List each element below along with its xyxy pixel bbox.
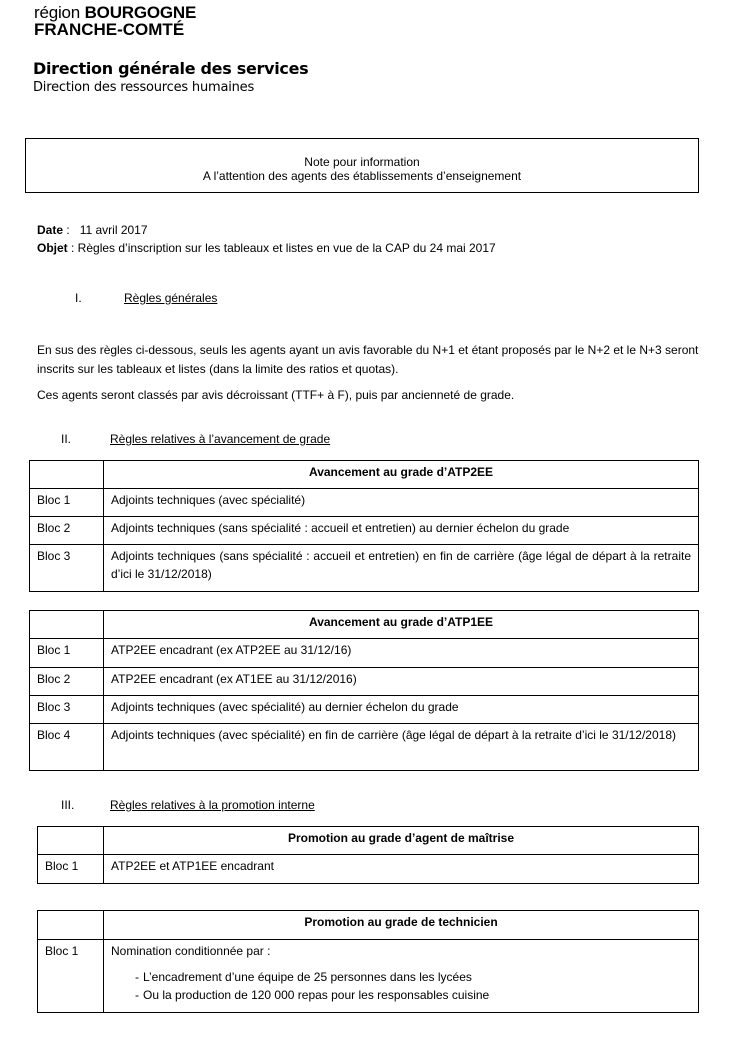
note-audience: A l’attention des agents des établissements d’enseignement	[202, 169, 522, 183]
direction-generale-title: Direction générale des services	[33, 59, 309, 78]
bloc-text: ATP2EE et ATP1EE encadrant	[104, 855, 699, 884]
table-row	[30, 724, 699, 771]
logo-prefix: région	[34, 3, 81, 22]
section-3-heading	[0, 798, 737, 814]
table-row	[30, 639, 699, 668]
bloc-label: Bloc 1	[38, 940, 104, 1013]
bloc-label: Bloc 3	[30, 545, 104, 592]
condition-list	[111, 968, 691, 1004]
bloc-text: Nomination conditionnée par :	[111, 944, 271, 958]
logo-bourgogne: BOURGOGNE	[84, 3, 197, 22]
bloc-label: Bloc 4	[30, 724, 104, 771]
table-row	[30, 696, 699, 724]
table-row	[30, 489, 699, 517]
bloc-label: Bloc 2	[30, 517, 104, 545]
section-1-paragraph-2: Ces agents seront classés par avis décroissant (TTF+ à F), puis par ancienneté de grade.	[37, 388, 515, 402]
table-header-row	[30, 461, 699, 489]
table-row	[38, 940, 699, 1013]
bloc-text: ATP2EE encadrant (ex AT1EE au 31/12/2016)	[104, 668, 699, 696]
direction-rh-subtitle: Direction des ressources humaines	[33, 80, 255, 95]
section-1-paragraph-1: En sus des règles ci-dessous, seuls les agents ayant un avis favorable du N+1 et étant proposés par le N+2 et le N+3 seront inscrits sur les tableaux et listes (dans la limite des ratios et quotas).	[37, 343, 699, 376]
note-box	[25, 138, 699, 193]
list-item: - L’encadrement d’une équipe de 25 personnes dans les lycées	[135, 970, 472, 984]
bloc-label: Bloc 2	[30, 668, 104, 696]
bloc-text-cell	[104, 940, 699, 1013]
table-agent-maitrise	[37, 826, 699, 884]
objet-label: Objet	[37, 241, 68, 255]
logo-franche-comte: FRANCHE-COMTÉ	[34, 20, 185, 39]
table-heading: Promotion au grade de technicien	[104, 911, 699, 940]
table-heading: Promotion au grade d’agent de maîtrise	[104, 827, 699, 855]
bloc-label: Bloc 1	[30, 489, 104, 517]
date-value: 11 avril 2017	[79, 223, 148, 237]
table-header-row	[38, 827, 699, 855]
table-row	[30, 668, 699, 696]
date-line: Date : 11 avril 2017	[37, 223, 148, 237]
objet-line	[37, 241, 496, 255]
table-technicien	[37, 910, 699, 1013]
table-heading: Avancement au grade d’ATP1EE	[104, 611, 699, 639]
list-item: - Ou la production de 120 000 repas pour les responsables cuisine	[135, 988, 490, 1002]
section-2-heading	[0, 432, 737, 448]
bloc-label: Bloc 1	[38, 855, 104, 884]
dash-bullet-icon: -	[135, 970, 139, 984]
table-header-row	[30, 611, 699, 639]
section-1-heading	[0, 291, 737, 307]
bloc-text: Adjoints techniques (sans spécialité : accueil et entretien) au dernier échelon du grade	[104, 517, 699, 545]
objet-value: : Règles d’inscription sur les tableaux et listes en vue de la CAP du 24 mai 2017	[67, 241, 496, 255]
bloc-text: Adjoints techniques (avec spécialité) au dernier échelon du grade	[104, 696, 699, 724]
section-2-title: Règles relatives à l’avancement de grade	[110, 432, 331, 446]
bloc-text: Adjoints techniques (avec spécialité)	[104, 489, 699, 517]
section-1-number: I.	[75, 291, 82, 305]
dash-bullet-icon: -	[135, 988, 139, 1002]
table-row	[38, 855, 699, 884]
section-1-title: Règles générales	[124, 291, 218, 305]
note-title: Note pour information	[304, 155, 420, 169]
bloc-text: ATP2EE encadrant (ex ATP2EE au 31/12/16)	[104, 639, 699, 668]
table-row	[30, 517, 699, 545]
date-label: Date	[37, 223, 64, 237]
table-row	[30, 545, 699, 592]
bloc-text: Adjoints techniques (sans spécialité : accueil et entretien) en fin de carrière (âge légal de départ à la retraite d’ici le 31/12/2018)	[104, 545, 699, 592]
table-header-row	[38, 911, 699, 940]
table-heading: Avancement au grade d’ATP2EE	[104, 461, 699, 489]
table-atp2ee	[29, 460, 699, 592]
table-atp1ee	[29, 610, 699, 771]
section-3-number: III.	[61, 798, 75, 812]
bloc-label: Bloc 3	[30, 696, 104, 724]
section-2-number: II.	[61, 432, 72, 446]
bloc-text: Adjoints techniques (avec spécialité) en fin de carrière (âge légal de départ à la retraite d’ici le 31/12/2018)	[104, 724, 699, 771]
bloc-label: Bloc 1	[30, 639, 104, 668]
section-3-title: Règles relatives à la promotion interne	[110, 798, 315, 812]
